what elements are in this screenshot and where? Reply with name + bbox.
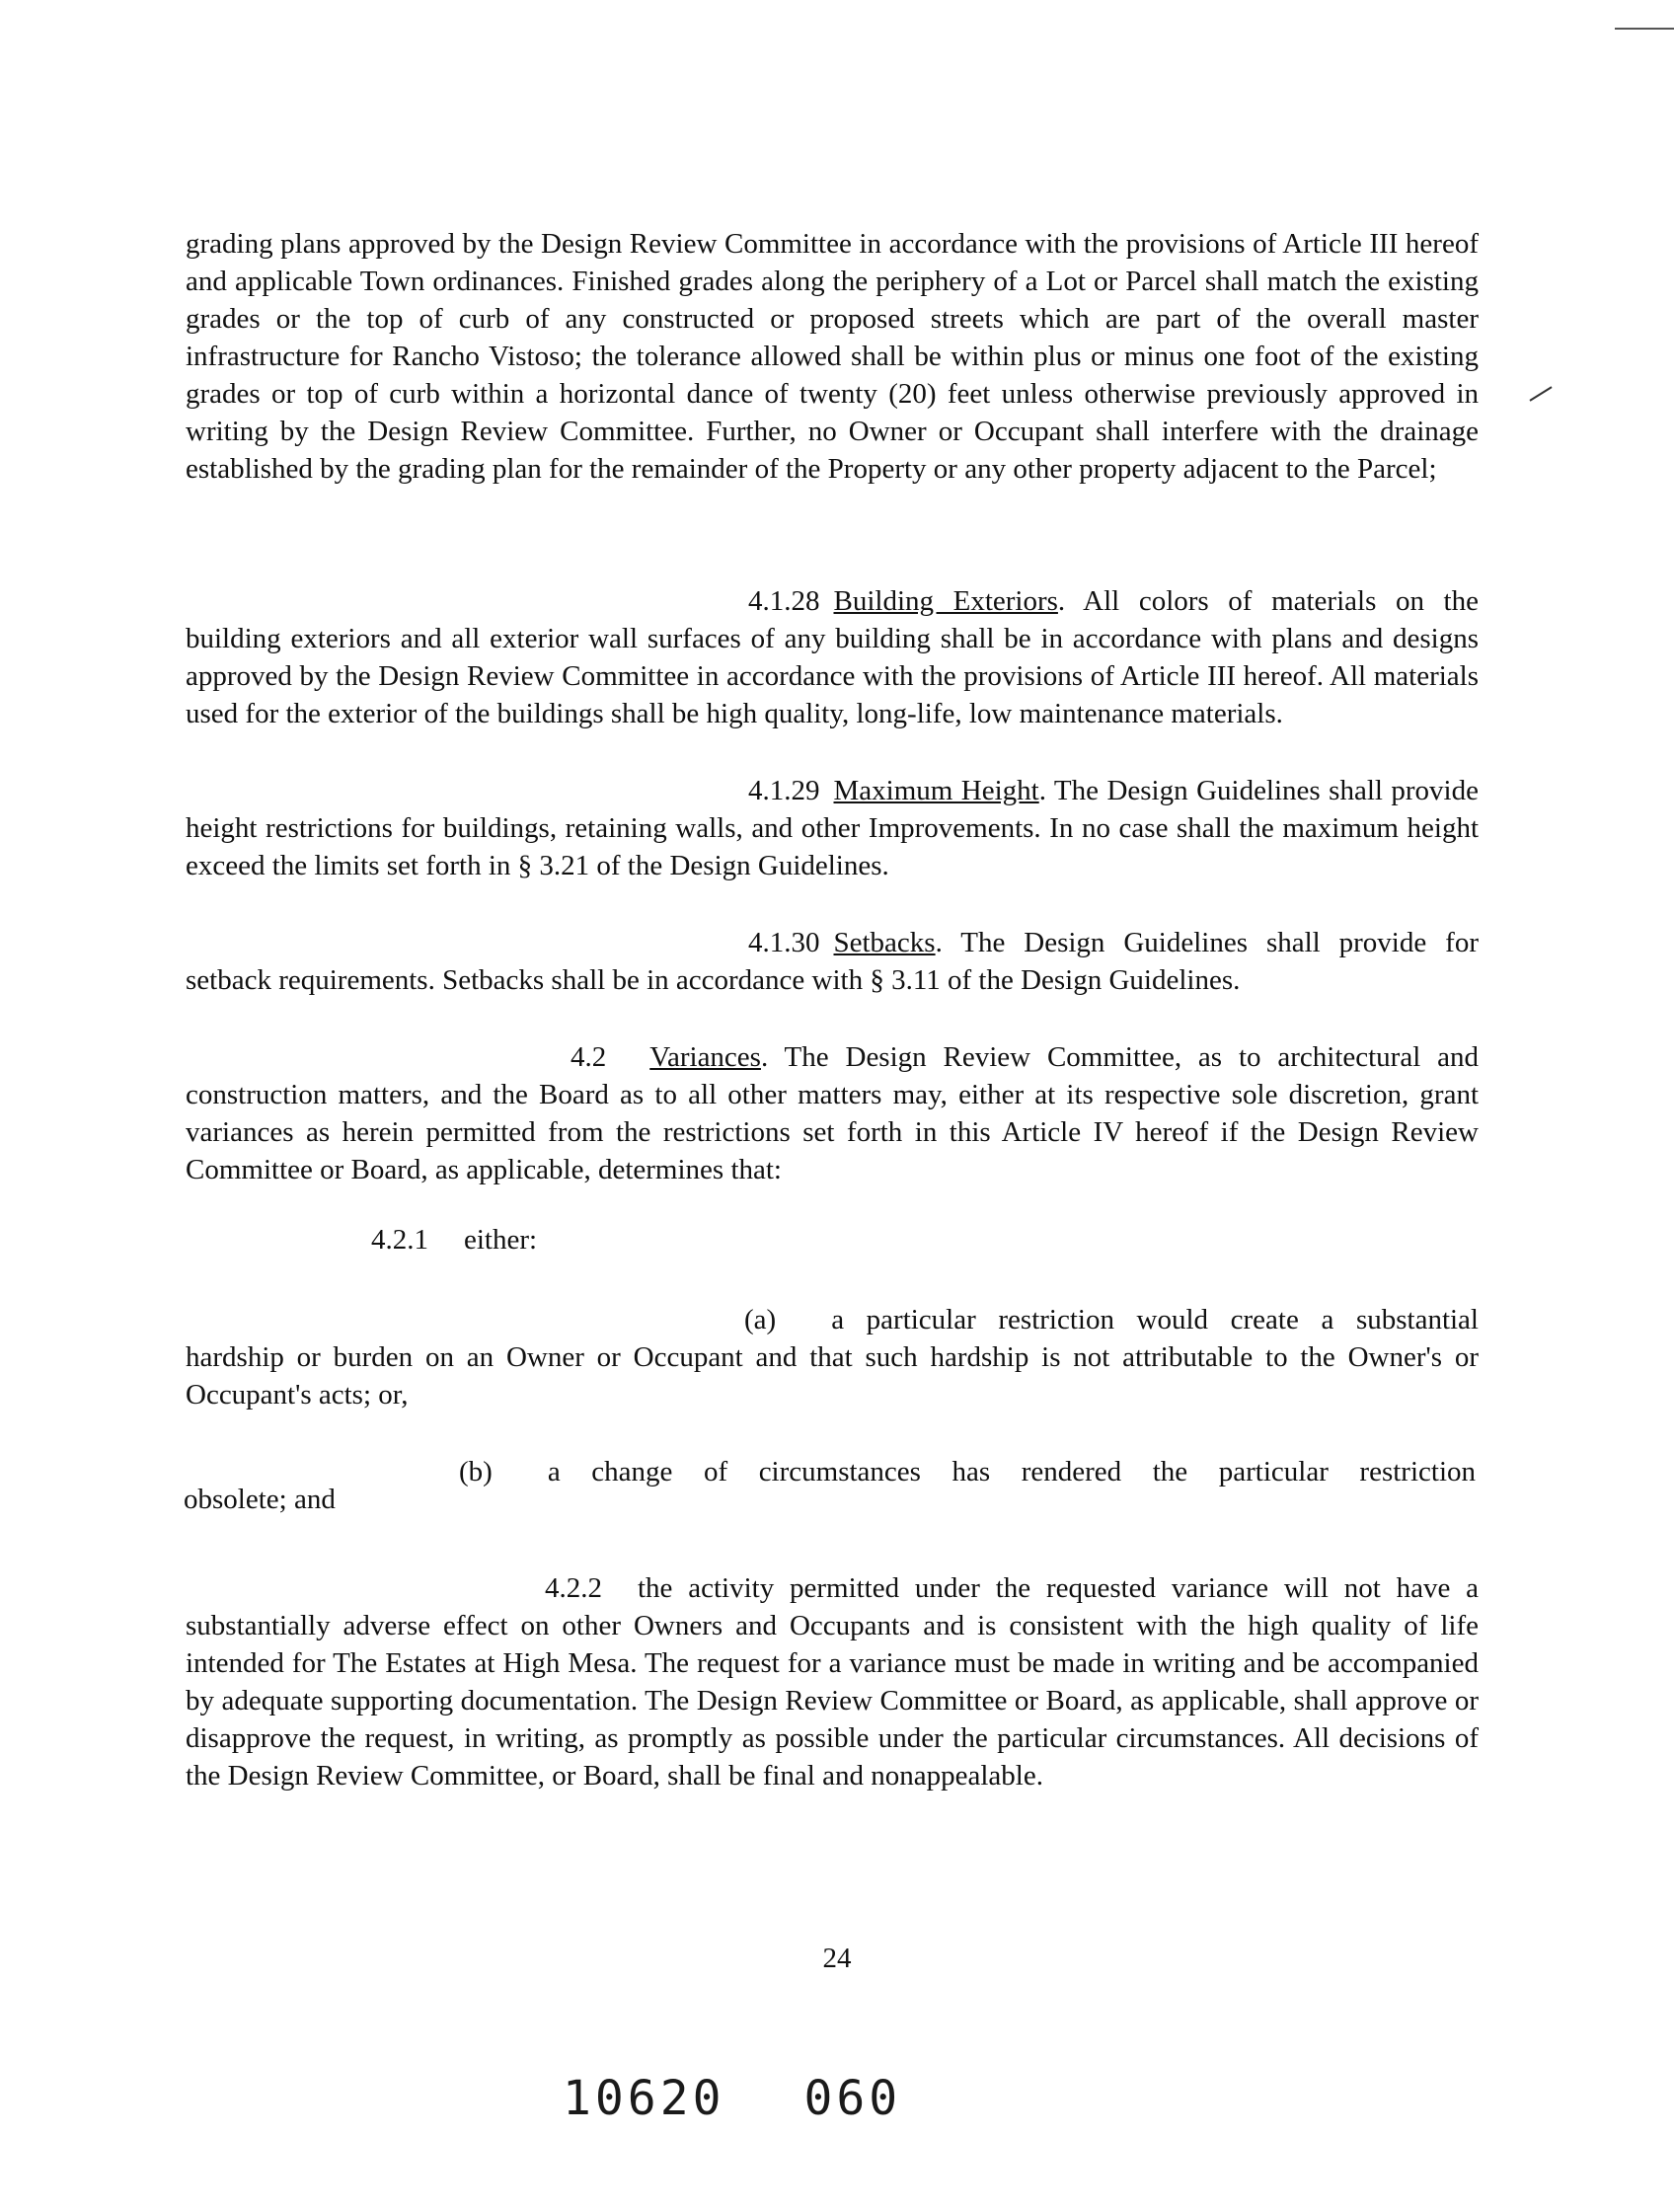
margin-pen-mark [1529,386,1552,401]
section-4-1-30 [186,924,1479,999]
section-heading-building-exteriors: Building Exteriors [833,585,1058,617]
section-4-1-29 [186,772,1479,884]
section-4-2 [186,1038,1479,1188]
section-text: . All colors of materials on the building exteriors and all exterior wall surfaces of any building shall be in accordance with plans and designs approved by the Design Review Committee in accordance with the provisions of Article III hereof. All materials used for the exterior of the buildings shall be high quality, long-life, low maintenance materials. [186,585,1479,729]
section-heading-maximum-height: Maximum Height [833,775,1039,806]
section-number: 4.2 [571,1041,607,1073]
section-heading-variances: Variances [649,1041,761,1073]
item-continuation-text: obsolete; and [184,1484,336,1515]
item-b [459,1453,1476,1490]
page-number: 24 [822,1943,852,1974]
item-label: (a) [744,1304,777,1335]
section-number: 4.2.2 [545,1572,602,1604]
section-text: . The Design Guidelines shall provide height restrictions for buildings, retaining walls, and other Improvements. In no case shall the maximum height exceed the limits set forth in § 3.21 of the Design Guidelines. [186,775,1479,881]
paragraph-grading-text: grading plans approved by the Design Review Committee in accordance with the provisions of Article III hereof and applicable Town ordinances. Finished grades along the periphery of a Lot or Parcel shall match the existing grades or the top of curb of any constructed or proposed streets which are part of the overall master infrastructure for Rancho Vistoso; the tolerance allowed shall be within plus or minus one foot of the existing grades or top of curb within a horizontal dance of twenty (20) feet unless otherwise previously approved in writing by the Design Review Committee. Further, no Owner or Occupant shall interfere with the drainage established by the grading plan for the remainder of the Property or any other property adjacent to the Parcel; [186,228,1479,485]
section-heading-setbacks: Setbacks [833,927,936,958]
stamp-book-number: 10620 [563,2071,725,2126]
stamp-page-number: 060 [803,2071,902,2126]
section-number: 4.2.1 [371,1224,428,1256]
item-b-continuation [184,1481,336,1518]
section-text: either: [464,1224,538,1256]
section-text: the activity permitted under the requested variance will not have a substantially adverse effect on other Owners and Occupants and is consistent with the high quality of life intended for The Estates at High Mesa. The request for a variance must be made in writing and be accompanied by adequate supporting documentation. The Design Review Committee or Board, as applicable, shall approve or disapprove the request, in writing, as promptly as possible under the particular circumstances. All decisions of the Design Review Committee, or Board, shall be final and nonappealable. [186,1572,1479,1792]
paragraph-grading [186,225,1479,488]
section-4-2-1 [371,1221,537,1259]
section-4-1-28 [186,582,1479,732]
section-number: 4.1.30 [748,927,820,958]
section-4-2-2 [186,1569,1479,1794]
section-text: . The Design Review Committee, as to architectural and construction matters, and the Board as to all other matters may, either at its respective sole discretion, grant variances as herein permitted from the restrictions set forth in this Article IV hereof if the Design Review Committee or Board, as applicable, determines that: [186,1041,1479,1185]
recording-stamp [563,2071,901,2126]
top-edge-rule [1615,28,1674,30]
item-text: a change of circumstances has rendered the particular restriction [547,1456,1476,1487]
section-number: 4.1.29 [748,775,820,806]
section-text: . The Design Guidelines shall provide for setback requirements. Setbacks shall be in accordance with § 3.11 of the Design Guidelines. [186,927,1479,996]
item-label: (b) [459,1456,493,1487]
section-number: 4.1.28 [748,585,820,617]
item-a [186,1301,1479,1413]
item-text: a particular restriction would create a substantial hardship or burden on an Owner or Occupant and that such hardship is not attributable to the Owner's or Occupant's acts; or, [186,1304,1479,1411]
